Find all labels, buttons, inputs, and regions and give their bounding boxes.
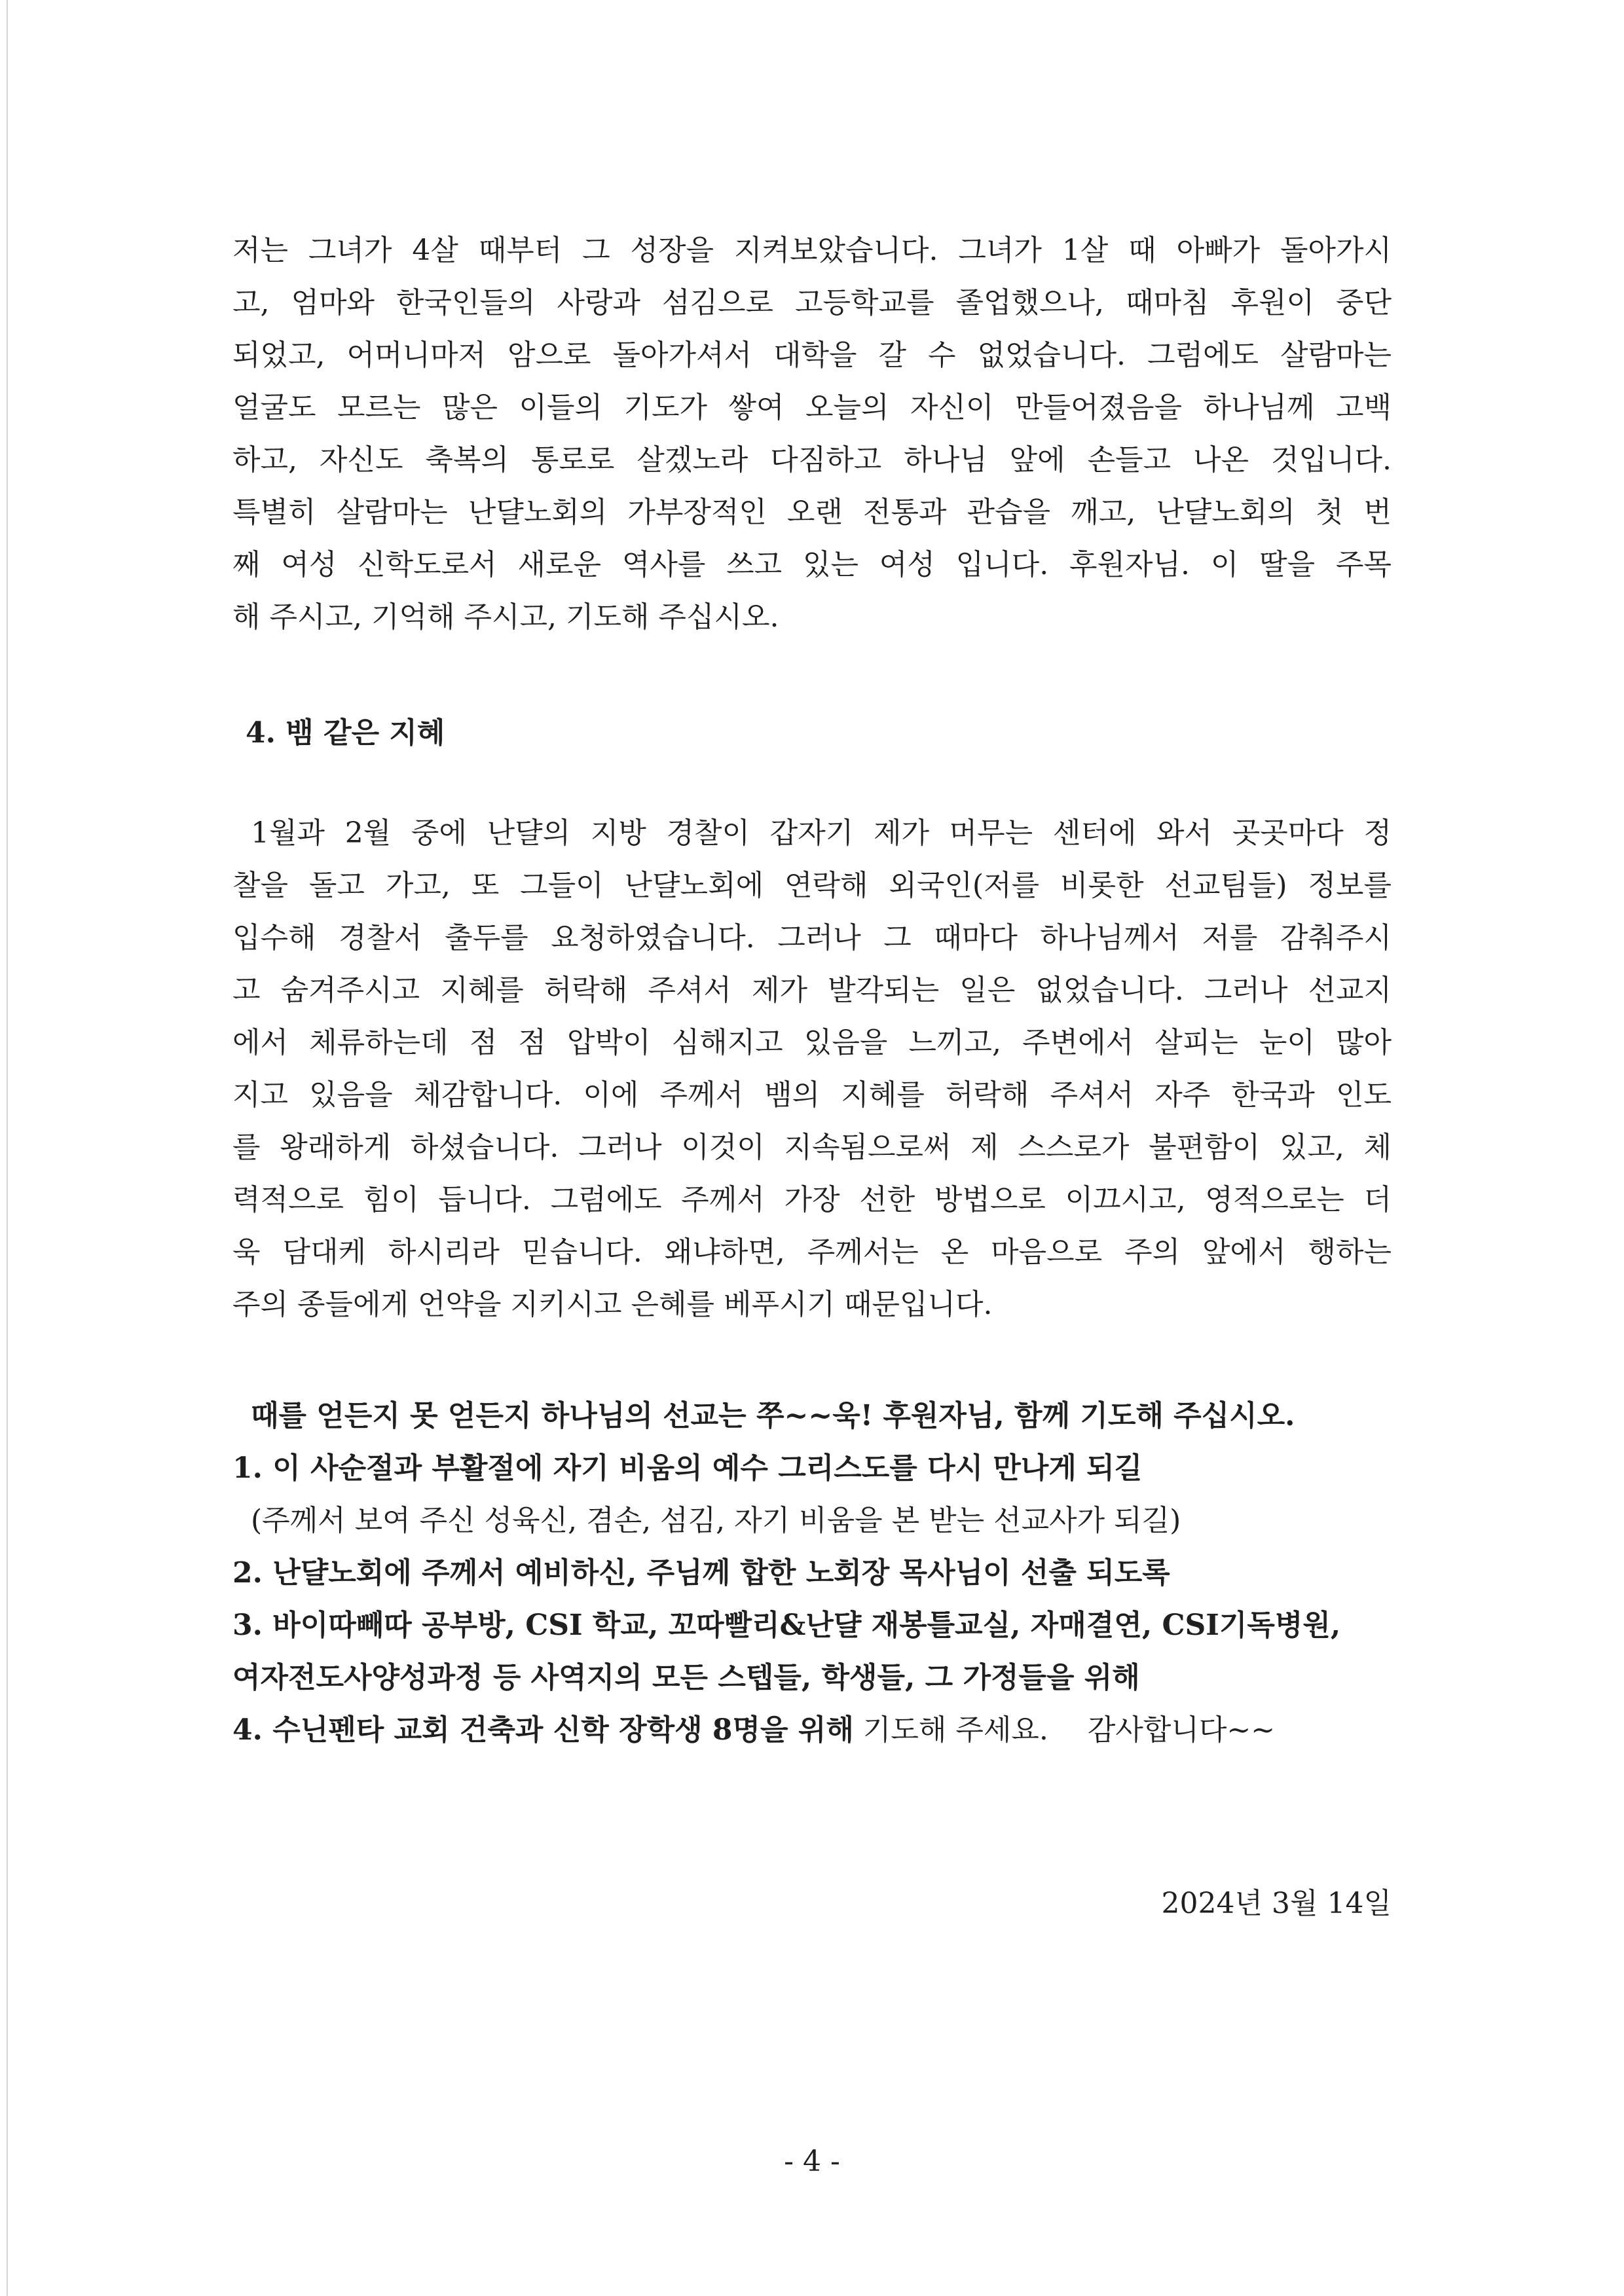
paragraph-line: 고 숨겨주시고 지혜를 허락해 주셔서 제가 발각되는 일은 없었습니다. 그러나 선교지	[232, 974, 1392, 1007]
prayer-item-4-bold: 4. 수닌펜타 교회 건축과 신학 장학생 8명을 위해	[232, 1713, 854, 1747]
paragraph-line: 저는 그녀가 4살 때부터 그 성장을 지켜보았습니다. 그녀가 1살 때 아빠가 돌아가시	[232, 234, 1392, 267]
paragraph-line: 력적으로 힘이 듭니다. 그럼에도 주께서 가장 선한 방법으로 이끄시고, 영적으로는 더	[232, 1183, 1392, 1216]
paragraph-line: 에서 체류하는데 점 점 압박이 심해지고 있음을 느끼고, 주변에서 살피는 눈이 많아	[232, 1026, 1392, 1059]
prayer-item-3: 3. 바이따빼따 공부방, CSI 학교, 꼬따빨리&난댤 재봉틀교실, 자매결연, CSI기독병원,	[232, 1609, 1341, 1642]
prayer-item-4-rest: 기도해 주세요.	[853, 1713, 1048, 1747]
paragraph-line: 주의 종들에게 언약을 지키시고 은혜를 베푸시기 때문입니다.	[232, 1288, 993, 1321]
paragraph-line: 하고, 자신도 축복의 통로로 살겠노라 다짐하고 하나님 앞에 손들고 나온 것입니다.	[232, 443, 1392, 477]
letter-date: 2024년 3월 14일	[1161, 1887, 1392, 1920]
paragraph-line: 얼굴도 모르는 많은 이들의 기도가 쌓여 오늘의 자신이 만들어졌음을 하나님께 고백	[232, 391, 1392, 424]
prayer-item-2: 2. 난댤노회에 주께서 예비하신, 주님께 합한 노회장 목사님이 선출 되도록	[232, 1556, 1170, 1590]
page-number: - 4 -	[784, 2145, 840, 2178]
paragraph-line: 고, 엄마와 한국인들의 사랑과 섬김으로 고등학교를 졸업했으나, 때마침 후원이 중단	[232, 286, 1392, 319]
prayer-item-1-note: (주께서 보여 주신 성육신, 겸손, 섬김, 자기 비움을 본 받는 선교사가 되길)	[251, 1504, 1181, 1537]
page-edge-line	[7, 0, 8, 2296]
paragraph-line: 를 왕래하게 하셨습니다. 그러나 이것이 지속됨으로써 제 스스로가 불편함이 있고, 체	[232, 1131, 1392, 1164]
prayer-item-3-continued: 여자전도사양성과정 등 사역지의 모든 스텝들, 학생들, 그 가정들을 위해	[232, 1661, 1140, 1694]
paragraph-line: 입수해 경찰서 출두를 요청하였습니다. 그러나 그 때마다 하나님께서 저를 감춰주시	[232, 921, 1392, 955]
prayer-item-1: 1. 이 사순절과 부활절에 자기 비움의 예수 그리스도를 다시 만나게 되길	[232, 1451, 1143, 1485]
paragraph-line: 1월과 2월 중에 난댤의 지방 경찰이 갑자기 제가 머무는 센터에 와서 곳곳마다 정	[251, 816, 1392, 850]
prayer-item-4	[232, 1704, 1275, 1757]
thanks-text: 감사합니다~~	[1087, 1713, 1276, 1747]
paragraph-line: 특별히 살람마는 난댤노회의 가부장적인 오랜 전통과 관습을 깨고, 난댤노회의 첫 번	[232, 496, 1392, 529]
paragraph-line: 되었고, 어머니마저 암으로 돌아가셔서 대학을 갈 수 없었습니다. 그럼에도 살람마는	[232, 338, 1392, 372]
paragraph-line: 째 여성 신학도로서 새로운 역사를 쓰고 있는 여성 입니다. 후원자님. 이 딸을 주목	[232, 548, 1392, 581]
paragraph-line: 욱 담대케 하시리라 믿습니다. 왜냐하면, 주께서는 온 마음으로 주의 앞에서 행하는	[232, 1235, 1392, 1269]
prayer-intro: 때를 얻든지 못 얻든지 하나님의 선교는 쭈~~욱! 후원자님, 함께 기도해 주십시오.	[251, 1399, 1295, 1432]
paragraph-line: 해 주시고, 기억해 주시고, 기도해 주십시오.	[232, 600, 779, 634]
paragraph-line: 찰을 돌고 가고, 또 그들이 난댤노회에 연락해 외국인(저를 비롯한 선교팀들) 정보를	[232, 869, 1392, 902]
paragraph-line: 지고 있음을 체감합니다. 이에 주께서 뱀의 지혜를 허락해 주셔서 자주 한국과 인도	[232, 1078, 1392, 1112]
section-heading: 4. 뱀 같은 지혜	[246, 716, 445, 750]
